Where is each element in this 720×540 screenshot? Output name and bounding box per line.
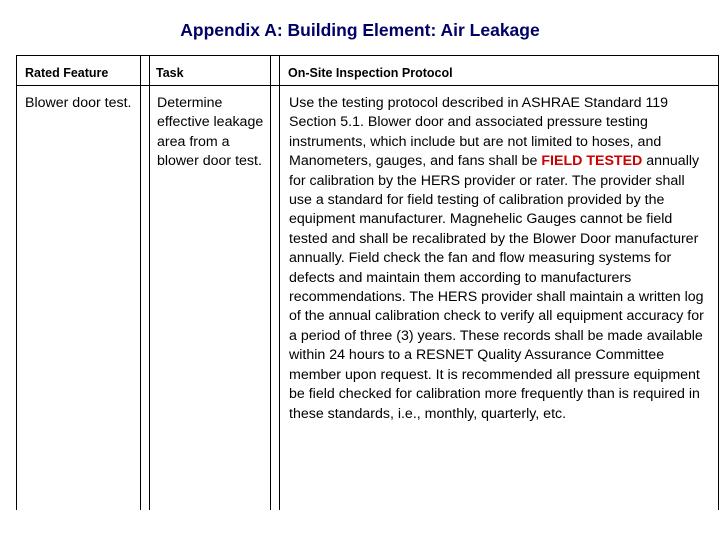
column-divider-1a [140,55,141,510]
task-cell: Determine effective leakage area from a blower door test. [157,95,264,170]
header-protocol: On-Site Inspection Protocol [288,66,453,80]
table-left-border [16,55,17,510]
header-task: Task [156,66,184,80]
table-top-rule [16,55,719,56]
field-tested-highlight: FIELD TESTED [541,153,643,170]
header-bottom-rule [16,85,719,86]
header-rated-feature: Rated Feature [25,66,109,80]
page-title: Appendix A: Building Element: Air Leakage [180,20,540,40]
rated-feature-cell: Blower door test. [25,95,132,111]
column-divider-1b [149,55,150,510]
protocol-text-after: annually for calibration by the HERS provider or rater. The provider shall use a standard for field testing of calibration provided by the equipment manufacturer. Magnehelic Gauges cannot be field tested and shall be recalibrated by the Blower Door manufacturer annually. Field check the fan and flow measuring systems for defects and maintain them according to manufacturers recommendations. The HERS provider shall maintain a written log of the annual calibration check to verify all equipment accuracy for a period of three (3) years. These records shall be made available within 24 hours to a RESNET Quality Assurance Committee member upon request. It is recommended all pressure equipment be field checked for calibration more frequently than is required in these standards, i.e., monthly, quarterly, etc. [289,153,704,422]
table-right-border [718,55,719,510]
column-divider-2b [279,55,280,510]
protocol-text-before: Use the testing protocol described in ASHRAE Standard 119 Section 5.1. Blower door and associated pressure testing instruments, which include but are not limited to hoses, and Manometers, gauges, and fans shall be [289,95,669,170]
column-divider-2a [270,55,271,510]
protocol-cell [289,94,711,424]
